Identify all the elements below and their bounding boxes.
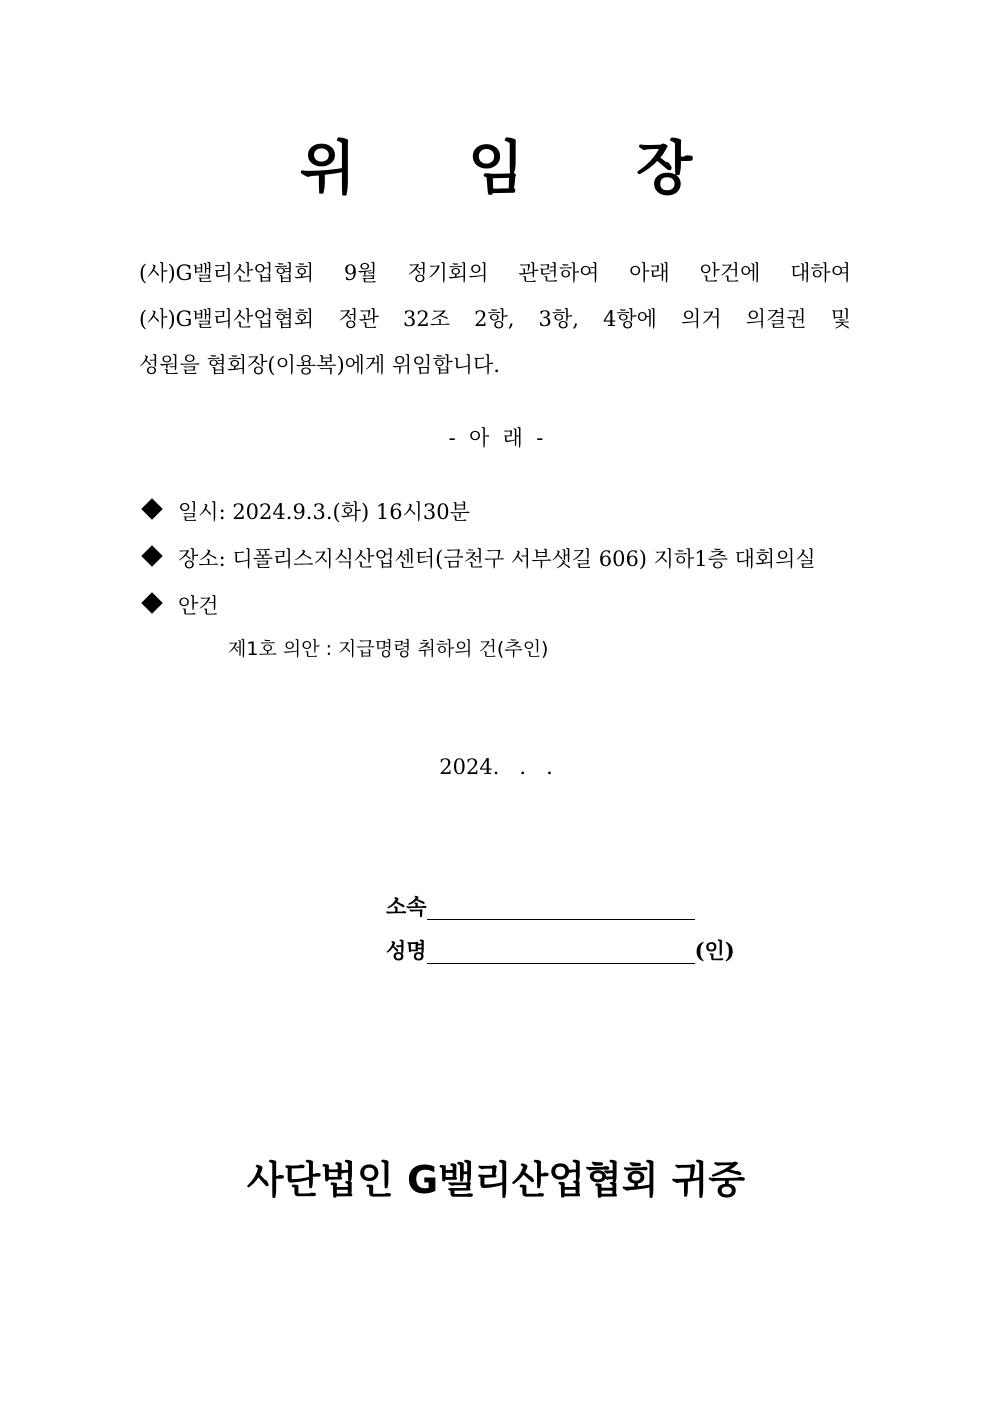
name-label: 성명 [386, 938, 427, 963]
seal-label: (인) [694, 938, 735, 963]
affiliation-blank-line [427, 895, 695, 920]
section-heading: - 아 래 - [448, 426, 544, 450]
document-title: 위 임 장 [299, 134, 739, 202]
agenda-item: 제1호 의안 : 지급명령 취하의 건(추인) [228, 638, 549, 660]
diamond-bullet-icon [141, 498, 162, 519]
body-line-2: (사)G밸리산업협회 정관 32조 2항, 3항, 4항에 의거 의결권 및 [139, 307, 851, 331]
affiliation-row [386, 890, 695, 924]
document-date: 2024. . . [439, 755, 553, 779]
diamond-bullet-icon [141, 592, 162, 613]
item-place [142, 541, 816, 577]
body-line-1: (사)G밸리산업협회 9월 정기회의 관련하여 아래 안건에 대하여 [139, 261, 851, 285]
item-agenda-label: 안건 [178, 594, 219, 618]
body-line-3: 성원을 협회장(이용복)에게 위임합니다. [139, 353, 500, 377]
affiliation-label: 소속 [386, 894, 427, 919]
name-blank-line [427, 939, 695, 964]
name-row [386, 934, 735, 968]
diamond-bullet-icon [141, 545, 162, 566]
item-agenda [142, 588, 219, 624]
item-place-text: 장소: 디폴리스지식산업센터(금천구 서부샛길 606) 지하1층 대회의실 [178, 547, 816, 571]
item-date-time-text: 일시: 2024.9.3.(화) 16시30분 [178, 500, 470, 524]
body-paragraph [139, 250, 851, 388]
item-date-time [142, 494, 470, 530]
addressee-footer: 사단법인 G밸리산업협회 귀중 [246, 1158, 746, 1202]
